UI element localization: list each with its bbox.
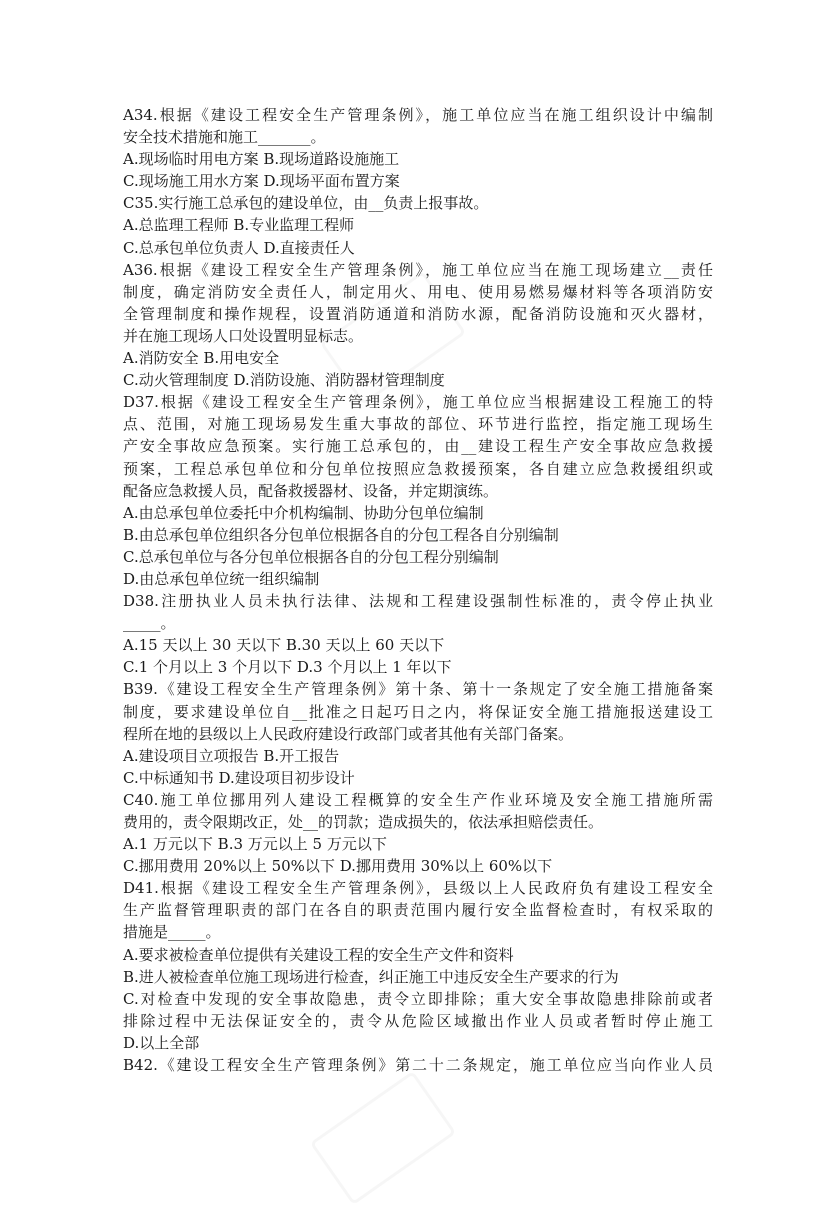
answer-option-line: A.总监理工程师 B.专业监理工程师 — [123, 216, 355, 235]
answer-option-line: D.由总承包单位统一组织编制 — [123, 569, 320, 588]
question-text-line: _____。 — [123, 614, 176, 633]
answer-option-line: A.1 万元以下 B.3 万元以上 5 万元以下 — [123, 835, 387, 854]
answer-option-line: C.总承包单位负责人 D.直接责任人 — [123, 238, 355, 257]
question-text-line: B39.《建设工程安全生产管理条例》第十条、第十一条规定了安全施工措施备案 — [123, 680, 713, 699]
answer-option-line: C.对检查中发现的安全事故隐患，责令立即排除；重大安全事故隐患排除前或者 — [123, 989, 713, 1008]
question-text-line: 产安全事故应急预案。实行施工总承包的，由__建设工程生产安全事故应急救援 — [123, 437, 713, 456]
question-text-line: 制度，确定消防安全责任人，制定用火、用电、使用易燃易爆材料等各项消防安 — [123, 282, 713, 301]
answer-option-line: B.进人被检查单位施工现场进行检查，纠正施工中违反安全生产要求的行为 — [123, 967, 619, 986]
answer-option-line: C.中标通知书 D.建设项目初步设计 — [123, 768, 355, 787]
answer-option-line: C.动火管理制度 D.消防设施、消防器材管理制度 — [123, 371, 445, 390]
question-text-line: 配备应急救援人员，配备救援器材、设备，并定期演练。 — [123, 481, 499, 500]
question-text-line: 点、范围，对施工现场易发生重大事故的部位、环节进行监控，指定施工现场生 — [123, 415, 713, 434]
document-body — [123, 104, 713, 1076]
question-text-line: 全管理制度和操作规程，设置消防通道和消防水源，配备消防设施和灭火器材， — [123, 304, 713, 323]
answer-option-line: A.建设项目立项报告 B.开工报告 — [123, 746, 340, 765]
answer-option-line: A.现场临时用电方案 B.现场道路设施施工 — [123, 150, 400, 169]
question-text-line: 安全技术措施和施工_______。 — [123, 128, 326, 147]
question-text-line: A34.根据《建设工程安全生产管理条例》，施工单位应当在施工组织设计中编制 — [123, 106, 713, 124]
watermark-mark — [310, 1071, 457, 1205]
answer-option-line: A.由总承包单位委托中介机构编制、协助分包单位编制 — [123, 503, 484, 522]
question-text-line: A36.根据《建设工程安全生产管理条例》，施工单位应当在施工现场建立__责任 — [123, 260, 713, 279]
question-text-line: D38.注册执业人员未执行法律、法规和工程建设强制性标准的，责令停止执业 — [123, 592, 713, 611]
question-text-line: B42.《建设工程安全生产管理条例》第二十二条规定，施工单位应当向作业人员 — [123, 1056, 713, 1075]
question-text-line: 程所在地的县级以上人民政府建设行政部门或者其他有关部门备案。 — [123, 724, 574, 743]
question-text-line: 生产监督管理职责的部门在各自的职责范围内履行安全监督检查时，有权采取的 — [123, 901, 713, 920]
question-text-line: D41.根据《建设工程安全生产管理条例》，县级以上人民政府负有建设工程安全 — [123, 879, 713, 898]
answer-option-line: 排除过程中无法保证安全的，责令从危险区域撤出作业人员或者暂时停止施工 — [123, 1011, 713, 1030]
question-text-line: 措施是_____。 — [123, 923, 221, 942]
answer-option-line: C.现场施工用水方案 D.现场平面布置方案 — [123, 172, 400, 191]
question-text-line: 制度，要求建设单位自__批准之日起巧日之内，将保证安全施工措施报送建设工 — [123, 702, 713, 721]
question-text-line: C40.施工单位挪用列人建设工程概算的安全生产作业环境及安全施工措施所需 — [123, 790, 713, 809]
answer-option-line: C.挪用费用 20%以上 50%以下 D.挪用费用 30%以上 60%以下 — [123, 857, 553, 876]
question-text-line: 并在施工现场人口处设置明显标志。 — [123, 326, 364, 345]
question-text-line: 费用的，责令限期改正，处__的罚款；造成损失的，依法承担赔偿责任。 — [123, 813, 604, 831]
answer-option-line: D.以上全部 — [123, 1033, 200, 1052]
question-text-line: 预案，工程总承包单位和分包单位按照应急救援预案，各自建立应急救援组织或 — [123, 459, 713, 478]
question-text-line: D37.根据《建设工程安全生产管理条例》，施工单位应当根据建设工程施工的特 — [123, 393, 713, 412]
answer-option-line: C.总承包单位与各分包单位根据各自的分包工程分别编制 — [123, 547, 499, 566]
question-text-line: C35.实行施工总承包的建设单位，由__负责上报事故。 — [123, 194, 489, 213]
answer-option-line: A.要求被检查单位提供有关建设工程的安全生产文件和资料 — [123, 945, 514, 964]
answer-option-line: A.15 天以上 30 天以下 B.30 天以上 60 天以下 — [123, 636, 445, 655]
answer-option-line: C.1 个月以上 3 个月以下 D.3 个月以上 1 年以下 — [123, 658, 452, 677]
answer-option-line: A.消防安全 B.用电安全 — [123, 349, 280, 368]
answer-option-line: B.由总承包单位组织各分包单位根据各自的分包工程各自分别编制 — [123, 525, 559, 544]
